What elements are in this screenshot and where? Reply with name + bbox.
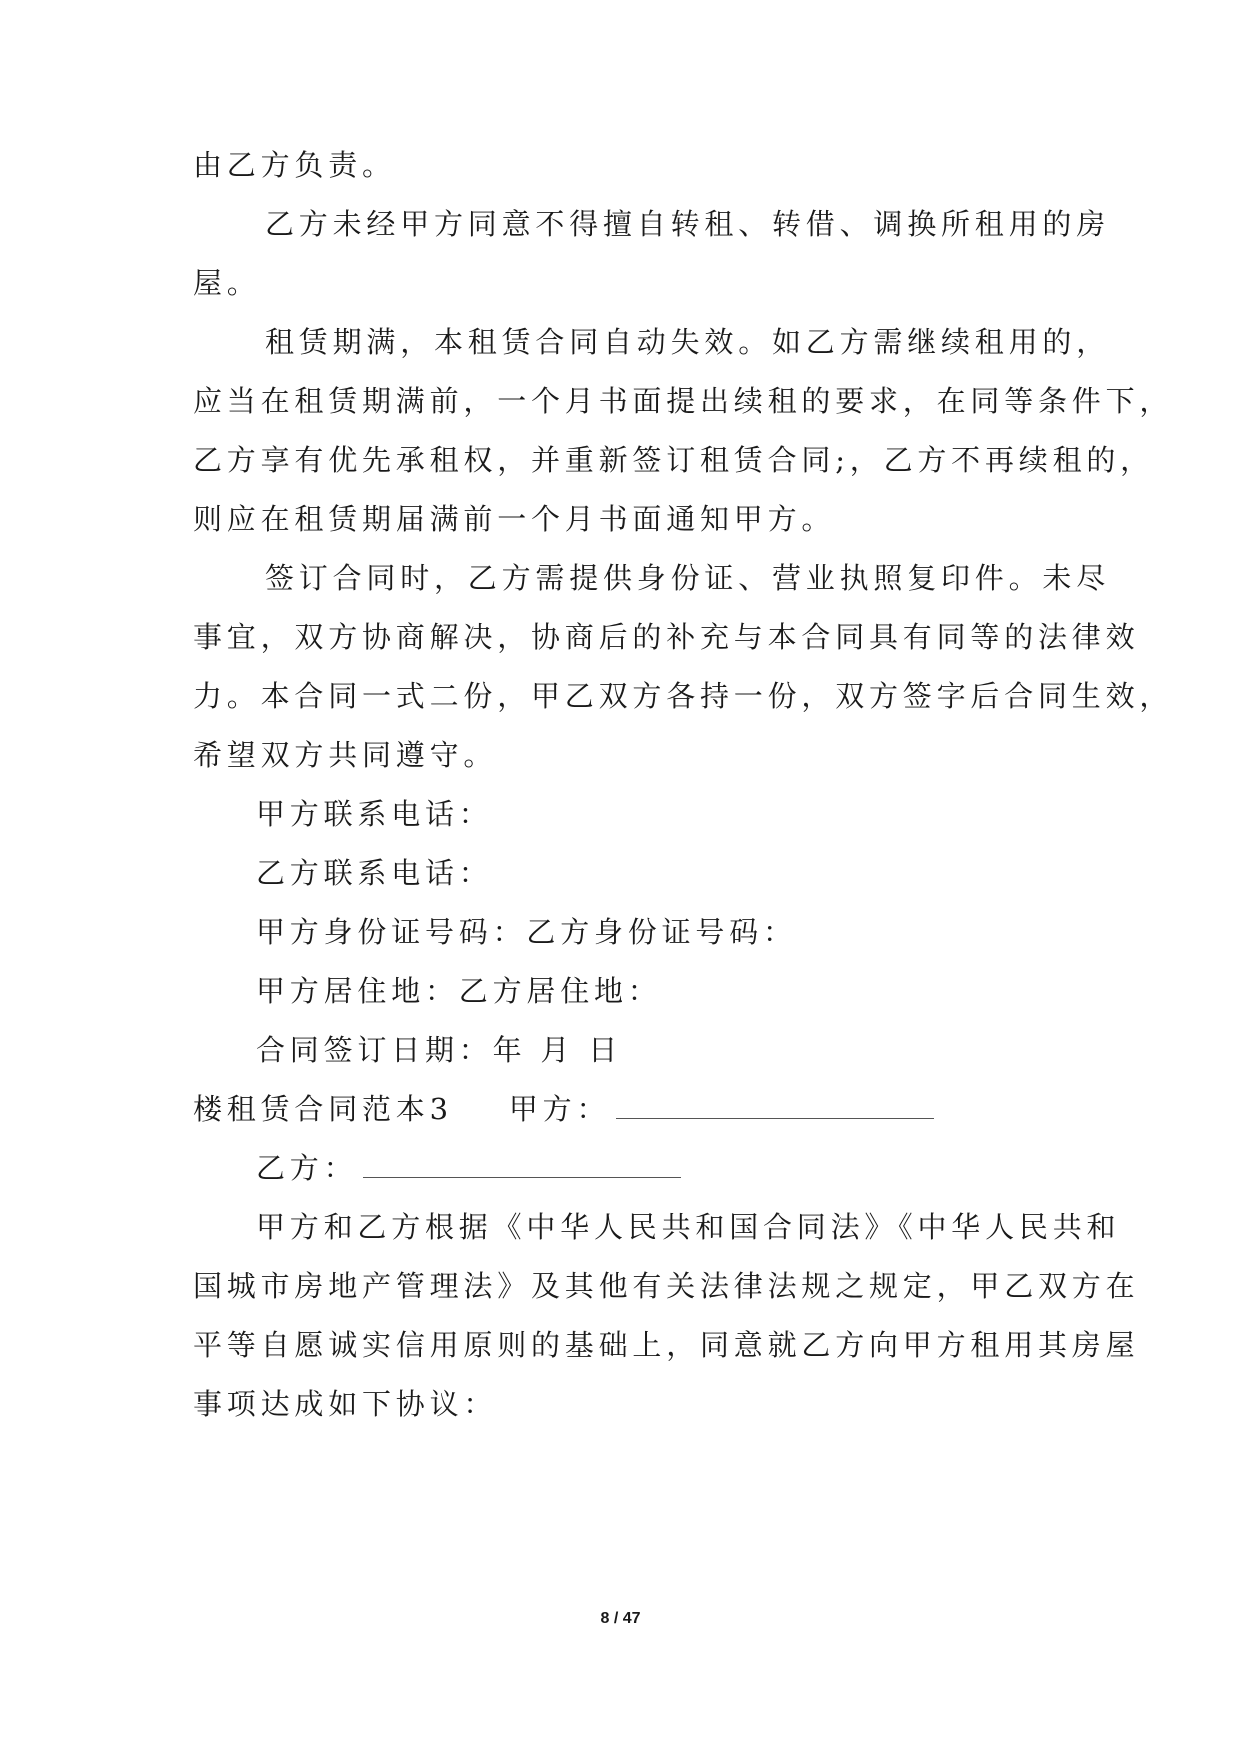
residence-labels: 甲方居住地：乙方居住地： — [256, 974, 662, 1008]
paragraph-line: 国城市房地产管理法》及其他有关法律法规之规定，甲乙双方在 — [193, 1269, 1140, 1303]
paragraph-line: 由乙方负责。 — [193, 148, 396, 182]
party-b-line — [256, 1148, 1126, 1188]
party-b-phone-label: 乙方联系电话： — [256, 856, 493, 890]
paragraph-line: 平等自愿诚实信用原则的基础上，同意就乙方向甲方租用其房屋 — [193, 1328, 1140, 1362]
party-a-blank — [616, 1117, 934, 1119]
paragraph-line: 租赁期满，本租赁合同自动失效。如乙方需继续租用的， — [265, 325, 1111, 359]
paragraph-line: 甲方和乙方根据《中华人民共和国合同法》《中华人民共和 — [256, 1210, 1121, 1244]
party-a-phone-label: 甲方联系电话： — [256, 797, 493, 831]
signing-date-label: 合同签订日期：年 月 日 — [256, 1033, 623, 1067]
paragraph-line: 应当在租赁期满前，一个月书面提出续租的要求，在同等条件下， — [193, 384, 1174, 418]
paragraph-line: 则应在租赁期届满前一个月书面通知甲方。 — [193, 502, 836, 536]
paragraph-line: 希望双方共同遵守。 — [193, 738, 498, 772]
paragraph-line: 签订合同时，乙方需提供身份证、营业执照复印件。未尽 — [265, 561, 1111, 595]
paragraph-line: 事项达成如下协议： — [193, 1387, 498, 1421]
id-number-labels: 甲方身份证号码：乙方身份证号码： — [256, 915, 797, 949]
paragraph-line: 乙方未经甲方同意不得擅自转租、转借、调换所租用的房 — [265, 207, 1111, 241]
contract-title: 楼租赁合同范本3 — [193, 1092, 453, 1126]
paragraph-line: 屋。 — [193, 266, 261, 300]
party-b-blank — [363, 1176, 681, 1178]
paragraph-line: 力。本合同一式二份，甲乙双方各持一份，双方签字后合同生效， — [193, 679, 1174, 713]
paragraph-line: 事宜，双方协商解决，协商后的补充与本合同具有同等的法律效 — [193, 620, 1140, 654]
party-a-label: 甲方： — [508, 1092, 611, 1126]
party-b-label: 乙方： — [256, 1151, 358, 1185]
page-number: 8 / 47 — [600, 1610, 641, 1627]
contract-title-line — [193, 1089, 1063, 1129]
paragraph-line: 乙方享有优先承租权，并重新签订租赁合同;，乙方不再续租的， — [193, 443, 1154, 477]
